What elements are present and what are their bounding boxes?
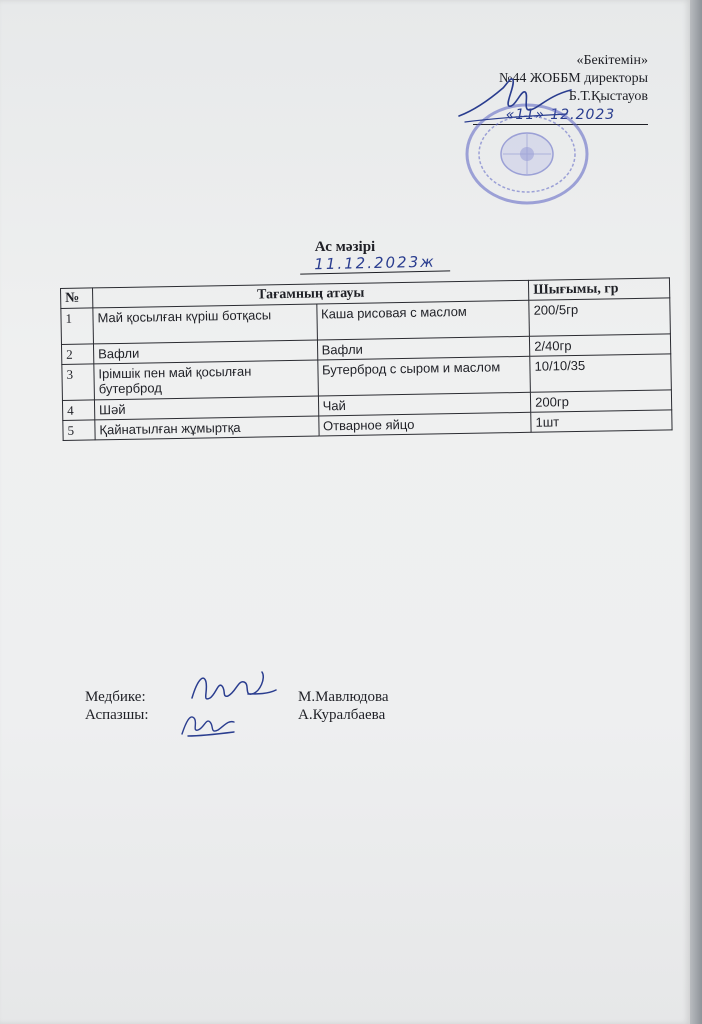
approval-date: «11» 12.2023 xyxy=(473,106,648,125)
dish-name-kazakh: Қайнатылған жұмыртқа xyxy=(95,416,319,440)
row-number: 3 xyxy=(62,364,95,401)
nurse-name: М.Мавлюдова xyxy=(298,689,389,705)
dish-output: 10/10/35 xyxy=(530,354,671,392)
row-number: 2 xyxy=(61,344,93,365)
cook-name: А.Куралбаева xyxy=(298,707,386,723)
dish-name-kazakh: Май қосылған күріш ботқасы xyxy=(93,304,317,344)
dish-output: 200гр xyxy=(531,390,672,412)
cook-role: Аспазшы: xyxy=(85,707,149,723)
director-signature-icon xyxy=(455,70,575,126)
director-name: Б.Т.Қыстауов xyxy=(568,89,648,104)
director-title: №44 ЖОББМ директоры xyxy=(499,71,648,86)
row-number: 5 xyxy=(63,420,95,441)
dish-name-kazakh: Вафли xyxy=(93,340,317,364)
nurse-signature-icon xyxy=(188,668,278,708)
page-edge xyxy=(690,0,702,1024)
dish-name-kazakh: Ірімшік пен май қосылған бутерброд xyxy=(94,360,318,400)
cook-signature-icon xyxy=(178,706,238,740)
row-number: 4 xyxy=(62,400,94,421)
nurse-role: Медбике: xyxy=(85,689,146,705)
header-dish-name: Тағамның атауы xyxy=(92,280,528,308)
menu-table xyxy=(60,277,673,441)
menu-date: 11.12.2023ж xyxy=(300,252,450,274)
dish-output: 2/40гр xyxy=(530,334,671,356)
signature-block xyxy=(85,688,485,724)
dish-name-kazakh: Шәй xyxy=(94,396,318,420)
header-number: № xyxy=(61,288,93,309)
dish-output: 1шт xyxy=(531,410,672,432)
dish-output: 200/5гр xyxy=(529,298,670,336)
dish-name-russian: Чай xyxy=(318,392,531,416)
dish-name-russian: Каша рисовая с маслом xyxy=(316,300,529,340)
row-number: 1 xyxy=(61,308,94,345)
header-output: Шығымы, гр xyxy=(529,278,670,300)
approval-heading: «Бекітемін» xyxy=(576,53,648,68)
menu-title: Ас мәзірі xyxy=(314,239,376,255)
dish-name-russian: Отварное яйцо xyxy=(318,412,531,436)
dish-name-russian: Бутерброд с сыром и маслом xyxy=(317,356,530,396)
dish-name-russian: Вафли xyxy=(317,336,530,360)
